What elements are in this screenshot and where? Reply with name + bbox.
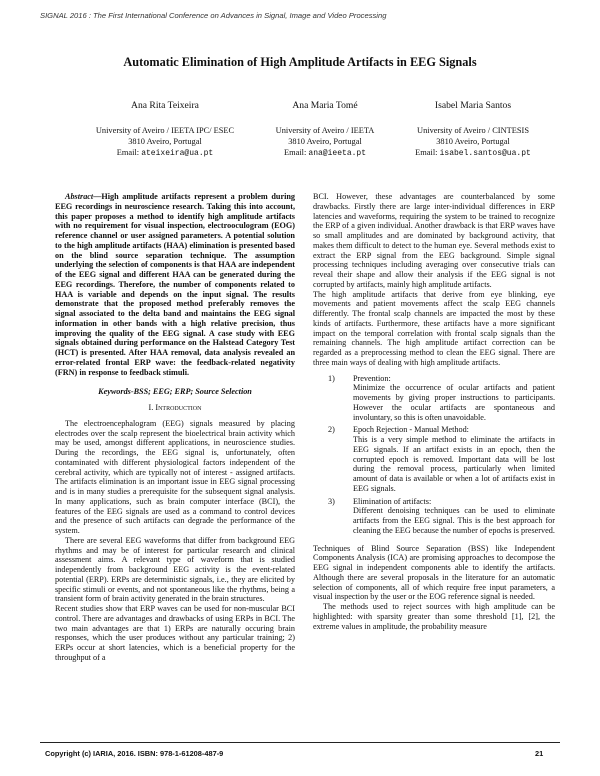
author-email: ateixeira@ua.pt — [141, 149, 214, 158]
running-head: SIGNAL 2016 : The First International Conference on Advances in Signal, Image and Video Processing — [40, 11, 387, 20]
list-item — [313, 374, 555, 423]
body-paragraph: There are several EEG waveforms that differ from background EEG rhythms and may be of interest for particular research and clinical assessment aims. A relevant type of waveform that is studied independently from background EEG activity is the event-related potential (ERP). ERPs are deterministic signals, i.e., they are elicited by specific stimuli or events, and not spontaneous like the rhythms, being a transient form of brain activity generated in the brain structures. — [55, 535, 295, 604]
right-column — [313, 192, 555, 631]
author-email: isabel.santos@ua.pt — [439, 149, 531, 158]
author-name: Ana Maria Tomé — [292, 100, 358, 111]
artifact-methods-list — [313, 374, 555, 536]
author-city: 3810 Aveiro, Portugal — [128, 137, 202, 146]
list-number: 2) — [328, 425, 335, 435]
paper-title: Automatic Elimination of High Amplitude Artifacts in EEG Signals — [123, 55, 477, 69]
footer-rule — [40, 742, 560, 743]
list-item — [313, 497, 555, 536]
list-item — [313, 425, 555, 493]
list-item-title: Epoch Rejection - Manual Method: — [353, 425, 469, 435]
abstract — [55, 192, 295, 377]
list-item-title: Prevention: — [353, 373, 391, 383]
author-affiliation: University of Aveiro / IEETA — [275, 126, 375, 135]
abstract-text: —High amplitude artifacts represent a problem during EEG recordings in neuroscience research. Taking this into account, this paper proposes a method to identify high amplitude artifacts with no requirement for visual inspection, electrooculogram (EOG) reference channel or user assigned parameters. A potential solution to the high amplitude artifacts (HAA) elimination is presented based on the blind source separation technique. The assumption underlying the selection of components is that HAA are independent of the EEG signal and different HAA can be generated during the EEG recordings. Therefore, the number of components related to HAA is variable and depends on the input signal. The results demonstrate that the proposed method preferably removes the signal associated to the delta band and maintains the EEG signal information in other bands with a high relative precision, thus improving the quality of the EEG signal. A case study with EEG signals obtained during performance on the Halstead Category Test (HCT) is presented. After HAA removal, data analysis revealed an error-related frontal ERP wave: the feedback-related negativity (FRN) in response to feedback stimuli. — [55, 192, 295, 377]
author-3 — [398, 100, 548, 159]
list-item-text: Different denoising techniques can be used to eliminate artifacts from the EEG signal. This is the best approach for cleaning the EEG because the number of epochs is preserved. — [353, 506, 555, 535]
author-email-line: Email: ateixeira@ua.pt — [116, 148, 214, 158]
body-paragraph: The electroencephalogram (EEG) signals measured by placing electrodes over the scalp represent the bioelectrical brain activity which may be used, amongst different applications, in neuroscience studies. During the recordings, the EEG signal is, unfortunately, often contaminated with different physiological factors independent of the cerebral activity, which are typically not of interest - assigned artifacts. The artifacts elimination is an important issue in EEG signal processing and is in many studies a prerequisite for the subsequent signal analysis. In many applications, such as brain computer interface (BCI), the features of the EEG signals are used as a command to control devices and the presence of such artifacts can degrade the performance of the system. — [55, 418, 295, 535]
body-paragraph: BCI. However, these advantages are counterbalanced by some drawbacks. Firstly there are large inter-individual differences in ERP latencies and waveforms, requiring the system to be trained to recognize the ERP of a given individual. Another drawback is that ERP waves have so small amplitudes and are dominated by background activity, that makes them difficult to detect to the human eye. Several methods exist to extract the ERP signal from the EEG background. Simple signal processing techniques including averaging over consecutive trials can reveal their shape and allow their analysis if the EEG signal is not corrupted by artifacts, mainly high amplitude artifacts. — [313, 192, 555, 289]
author-email-line: Email: ana@ieeta.pt — [283, 148, 367, 158]
author-name: Ana Rita Teixeira — [131, 100, 199, 111]
abstract-label: Abstract — [65, 192, 94, 201]
author-affiliation: University of Aveiro / IEETA IPC/ ESEC — [95, 126, 235, 135]
author-1 — [95, 100, 235, 159]
list-item-title: Elimination of artifacts: — [353, 496, 432, 506]
body-paragraph: Techniques of Blind Source Separation (BSS) like Independent Components Analysis (ICA) are promising approaches to decompose the EEG signal in independent components able to identify the artifacts. Although there are several proposals in the literature for an automatic selection of components, all of which require free input parameters, a visual inspection by the user or the EOG reference signal is needed. — [313, 543, 555, 602]
author-affiliation: University of Aveiro / CINTESIS — [417, 126, 529, 135]
left-column — [55, 192, 295, 663]
author-email-line: Email: isabel.santos@ua.pt — [415, 148, 531, 158]
footer-copyright: Copyright (c) IARIA, 2016. ISBN: 978-1-61208-487-9 — [45, 749, 224, 758]
list-item-text: Minimize the occurrence of ocular artifacts and patient movements by giving proper instructions to participants. However the ocular artifacts are spontaneous and involuntary, so this is often unavoidable. — [353, 383, 555, 422]
body-paragraph: Recent studies show that ERP waves can be used for non-muscular BCI control. There are advantages and drawbacks of using ERPs in BCI. The two main advantages are that 1) ERPs are naturally occuring brain responses, which the user produces without any particular training; 2) ERPs occur at short latencies, which is a beneficial property for the throughput of a — [55, 604, 295, 662]
author-name: Isabel Maria Santos — [434, 100, 512, 111]
list-item-text: This is a very simple method to eliminate the artifacts in EEG signals. If an artifact exists in an epoch, then the corrupted epoch is removed. Important data will be lost during the removal process, particularly when limited amount of data is available or when a lot of artifacts exist in EEG signals. — [353, 435, 555, 493]
author-email: ana@ieeta.pt — [308, 149, 367, 158]
body-paragraph: The methods used to reject sources with high amplitude can be highlighted: with sparsity greater than some threshold [1], [2], the extreme values in amplitude, the probability measure — [313, 602, 555, 631]
section-heading: I. Introduction — [148, 403, 202, 412]
author-city: 3810 Aveiro, Portugal — [288, 137, 362, 146]
body-paragraph: The high amplitude artifacts that derive from eye blinking, eye movements and patient movements affect the scalp EEG channels differently. The frontal scalp channels are impacted the most by these kinds of artifacts. Furthermore, these artifacts have a more significant impact on the temporal correlation with frontal scalp signals than the remaining channels. The high amplitude artifact correction can be regarded as a preprocessing method to clean the EEG signal. There are three main ways of dealing with high amplitude artifacts. — [313, 289, 555, 367]
author-2 — [255, 100, 395, 159]
keywords: Keywords-BSS; EEG; ERP; Source Selection — [98, 387, 252, 397]
author-city: 3810 Aveiro, Portugal — [436, 137, 510, 146]
list-number: 3) — [328, 496, 335, 506]
page-number: 21 — [535, 749, 544, 758]
list-number: 1) — [328, 373, 335, 383]
